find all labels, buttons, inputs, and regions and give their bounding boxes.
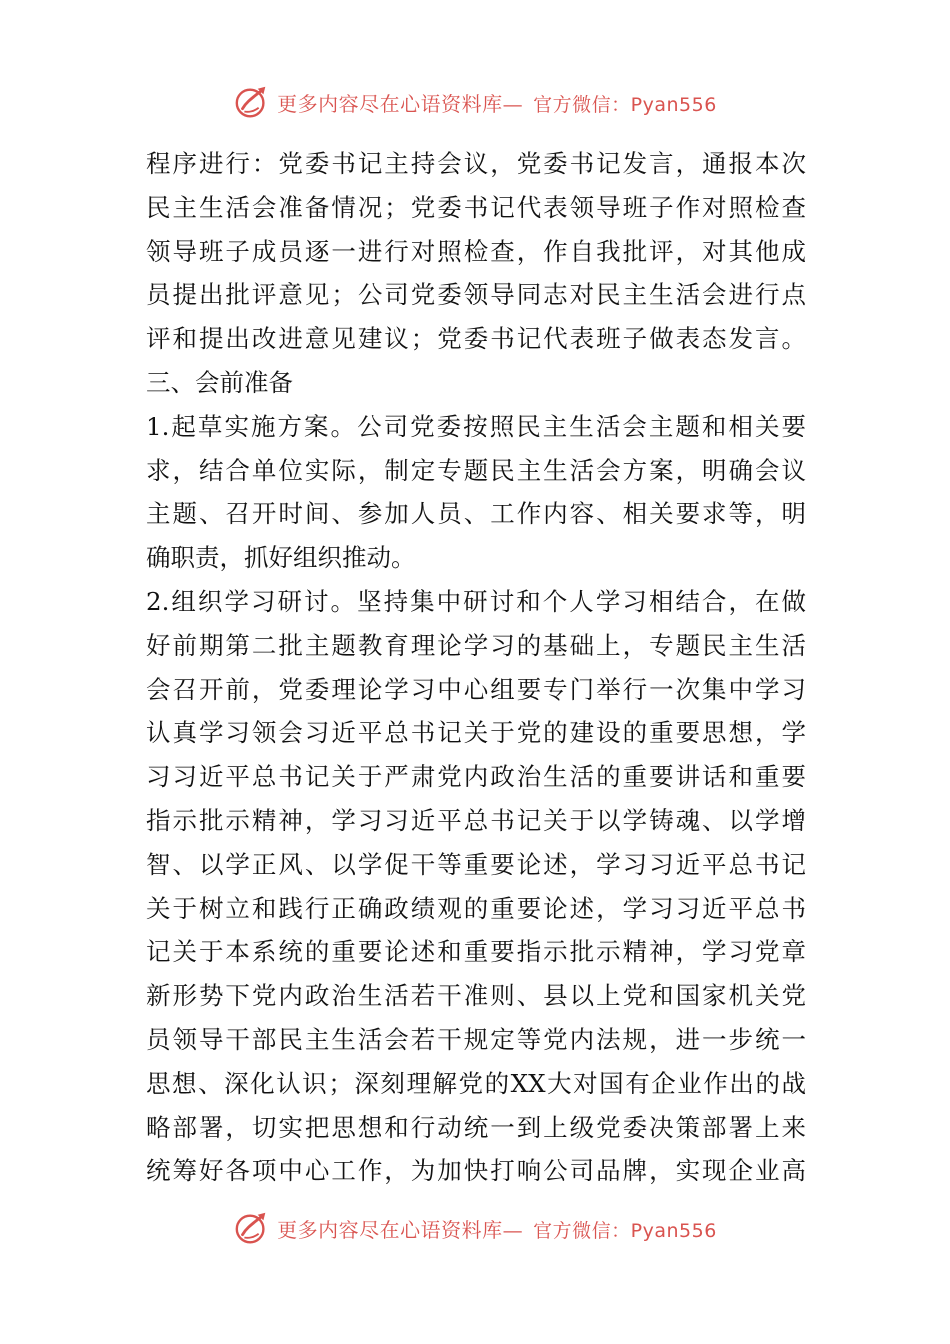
text-line: 员领导干部民主生活会若干规定等党内法规，进一步统一 [146,1024,806,1054]
text-line: 指示批示精神，学习习近平总书记关于以学铸魂、以学增 [146,805,806,835]
text-line: 认真学习领会习近平总书记关于党的建设的重要思想，学 [146,718,806,748]
text-line: 员提出批评意见；公司党委领导同志对民主生活会进行点 [146,280,806,310]
watermark-banner-top [0,80,950,124]
text-line: 略部署，切实把思想和行动统一到上级党委决策部署上来 [146,1112,806,1142]
text-line: 确职责，抓好组织推动。 [146,543,416,573]
text-line: 新形势下党内政治生活若干准则、县以上党和国家机关党 [146,981,806,1011]
text-line: 记关于本系统的重要论述和重要指示批示精神，学习党章 [146,937,806,967]
text-line: 程序进行：党委书记主持会议，党委书记发言，通报本次 [146,149,806,178]
text-line: 民主生活会准备情况；党委书记代表领导班子作对照检查 [146,192,806,222]
section-heading: 三、会前准备 [146,367,293,397]
watermark-banner-bottom [0,1206,950,1250]
text-line: 领导班子成员逐一进行对照检查，作自我批评，对其他成 [146,236,806,266]
text-line: 评和提出改进意见建议；党委书记代表班子做表态发言。 [146,324,806,354]
text-line: 主题、召开时间、参加人员、工作内容、相关要求等，明 [146,499,806,529]
text-line: 习习近平总书记关于严肃党内政治生活的重要讲话和重要 [146,762,806,792]
text-line: 2.组织学习研讨。坚持集中研讨和个人学习相结合，在做 [146,586,806,616]
document-body [146,142,806,1193]
text-line: 求，结合单位实际，制定专题民主生活会方案，明确会议 [146,455,806,485]
watermark-text: 更多内容尽在心语资料库— 官方微信：Pyan556 [277,91,717,116]
text-line: 关于树立和践行正确政绩观的重要论述，学习习近平总书 [146,893,806,923]
text-line: 1.起草实施方案。公司党委按照民主生活会主题和相关要 [146,411,806,441]
text-line: 会召开前，党委理论学习中心组要专门举行一次集中学习 [146,674,806,704]
text-line: 好前期第二批主题教育理论学习的基础上，专题民主生活 [146,630,806,660]
text-line: 智、以学正风、以学促干等重要论述，学习习近平总书记 [146,849,806,879]
pen-logo-icon [233,83,271,121]
text-line: 统筹好各项中心工作，为加快打响公司品牌，实现企业高 [146,1156,806,1186]
watermark-text: 更多内容尽在心语资料库— 官方微信：Pyan556 [277,1217,717,1242]
pen-logo-icon [233,1209,271,1247]
text-line: 思想、深化认识；深刻理解党的XX大对国有企业作出的战 [146,1068,806,1098]
